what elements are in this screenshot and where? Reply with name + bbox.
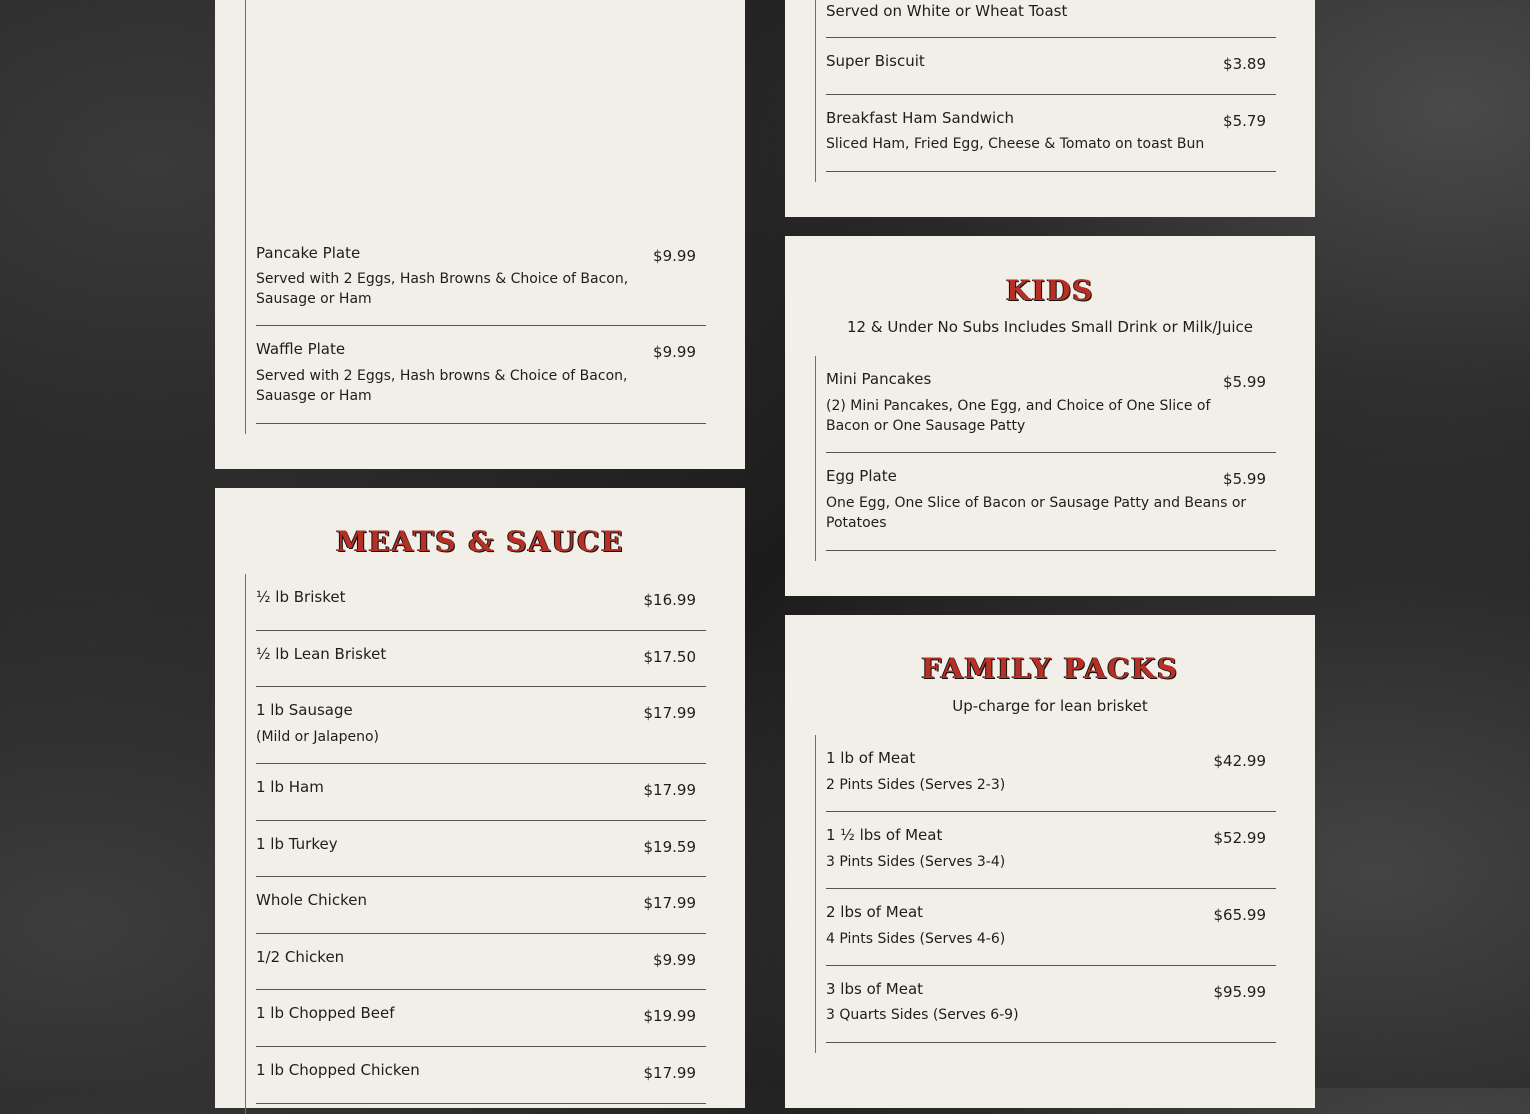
sandwiches-items [815,0,1276,182]
item-price: $65.99 [1213,906,1266,924]
item-price: $9.99 [653,247,696,265]
item-name: ½ lb Lean Brisket [256,645,387,663]
menu-item-1lb-turkey [256,821,706,877]
menu-item-half-lb-brisket [256,574,706,631]
menu-item-breakfast-ham-sandwich [826,95,1276,172]
kids-panel [785,236,1315,596]
item-description: Served on White or Wheat Toast [826,2,1068,20]
menu-item-1lb-ham [256,764,706,821]
item-name: Waffle Plate [256,340,346,358]
section-subtitle: 12 & Under No Subs Includes Small Drink or Milk/Juice [847,318,1253,336]
section-title: FAMILY PACKS [921,652,1179,685]
item-price: $3.89 [1223,55,1266,73]
item-name: 1/2 Chicken [256,948,345,966]
family-items [815,735,1276,1053]
breakfast-items [245,0,706,434]
item-price: $9.99 [653,343,696,361]
item-price: $42.99 [1213,752,1266,770]
breakfast-spacer [246,0,706,240]
item-price: $17.99 [643,781,696,799]
item-description: One Egg, One Slice of Bacon or Sausage Patty and Beans or Potatoes [826,495,1247,531]
item-price: $17.99 [643,894,696,912]
item-description: 4 Pints Sides (Serves 4-6) [826,931,1006,947]
kids-items [815,356,1276,561]
menu-item-egg-plate [826,453,1276,551]
meats-items [245,574,706,1114]
item-description: Sliced Ham, Fried Egg, Cheese & Tomato on toast Bun [826,136,1205,152]
item-price: $19.59 [643,838,696,856]
menu-item-super-biscuit [826,38,1276,95]
meats-panel [215,488,745,1108]
item-description: Served with 2 Eggs, Hash browns & Choice of Bacon, Sauasge or Ham [256,368,628,404]
menu-item-1lb-chopped-chicken [256,1047,706,1104]
item-name: 1 lb of Meat [826,749,916,767]
item-price: $52.99 [1213,829,1266,847]
item-price: $5.99 [1223,470,1266,488]
item-price: $19.99 [643,1007,696,1025]
item-price: $5.99 [1223,373,1266,391]
item-price: $16.99 [643,591,696,609]
menu-item-waffle-plate [256,326,706,424]
section-subtitle: Up-charge for lean brisket [952,697,1148,715]
item-description: 2 Pints Sides (Serves 2-3) [826,777,1006,793]
menu-item-2lb-meat-pack [826,889,1276,966]
item-name: 3 lbs of Meat [826,980,924,998]
item-description: (Mild or Jalapeno) [256,729,380,745]
family-packs-panel [785,615,1315,1108]
item-description: (2) Mini Pancakes, One Egg, and Choice of One Slice of Bacon or One Sausage Patty [826,398,1211,434]
menu-item-half-lb-lean-brisket [256,631,706,687]
item-name: 1 ½ lbs of Meat [826,826,943,844]
item-description: Served with 2 Eggs, Hash Browns & Choice of Bacon, Sausage or Ham [256,271,629,307]
item-name: Whole Chicken [256,891,367,909]
item-name: Pancake Plate [256,244,361,262]
item-price: $95.99 [1213,983,1266,1001]
sandwiches-panel [785,0,1315,217]
breakfast-panel [215,0,745,469]
menu-item-half-chicken [256,934,706,990]
item-name: 1 lb Chopped Beef [256,1004,395,1022]
menu-item-pancake-plate [256,240,706,326]
item-price: $9.99 [653,951,696,969]
section-title: MEATS & SAUCE [336,525,624,558]
item-name: 1 lb Chopped Chicken [256,1061,420,1079]
item-name: ½ lb Brisket [256,588,346,606]
item-name: 1 lb Turkey [256,835,338,853]
menu-item-top-continued [826,0,1276,38]
item-name: 1 lb Ham [256,778,324,796]
menu-item-1lb-chopped-beef [256,990,706,1047]
item-name: Egg Plate [826,467,897,485]
item-name: Super Biscuit [826,52,925,70]
menu-item-whole-chicken [256,877,706,934]
section-title: KIDS [1006,274,1094,307]
item-name: Mini Pancakes [826,370,932,388]
item-description: 3 Quarts Sides (Serves 6-9) [826,1007,1019,1023]
item-price: $5.79 [1223,112,1266,130]
menu-item-mini-pancakes [826,356,1276,453]
item-name: 2 lbs of Meat [826,903,924,921]
menu-item-1lb-sausage [256,687,706,764]
item-name: Breakfast Ham Sandwich [826,109,1014,127]
menu-item-1lb-meat-pack [826,735,1276,812]
menu-item-3lb-meat-pack [826,966,1276,1043]
item-price: $17.99 [643,704,696,722]
item-description: 3 Pints Sides (Serves 3-4) [826,854,1006,870]
item-price: $17.50 [643,648,696,666]
item-price: $17.99 [643,1064,696,1082]
menu-item-1-5lb-meat-pack [826,812,1276,889]
item-name: 1 lb Sausage [256,701,353,719]
